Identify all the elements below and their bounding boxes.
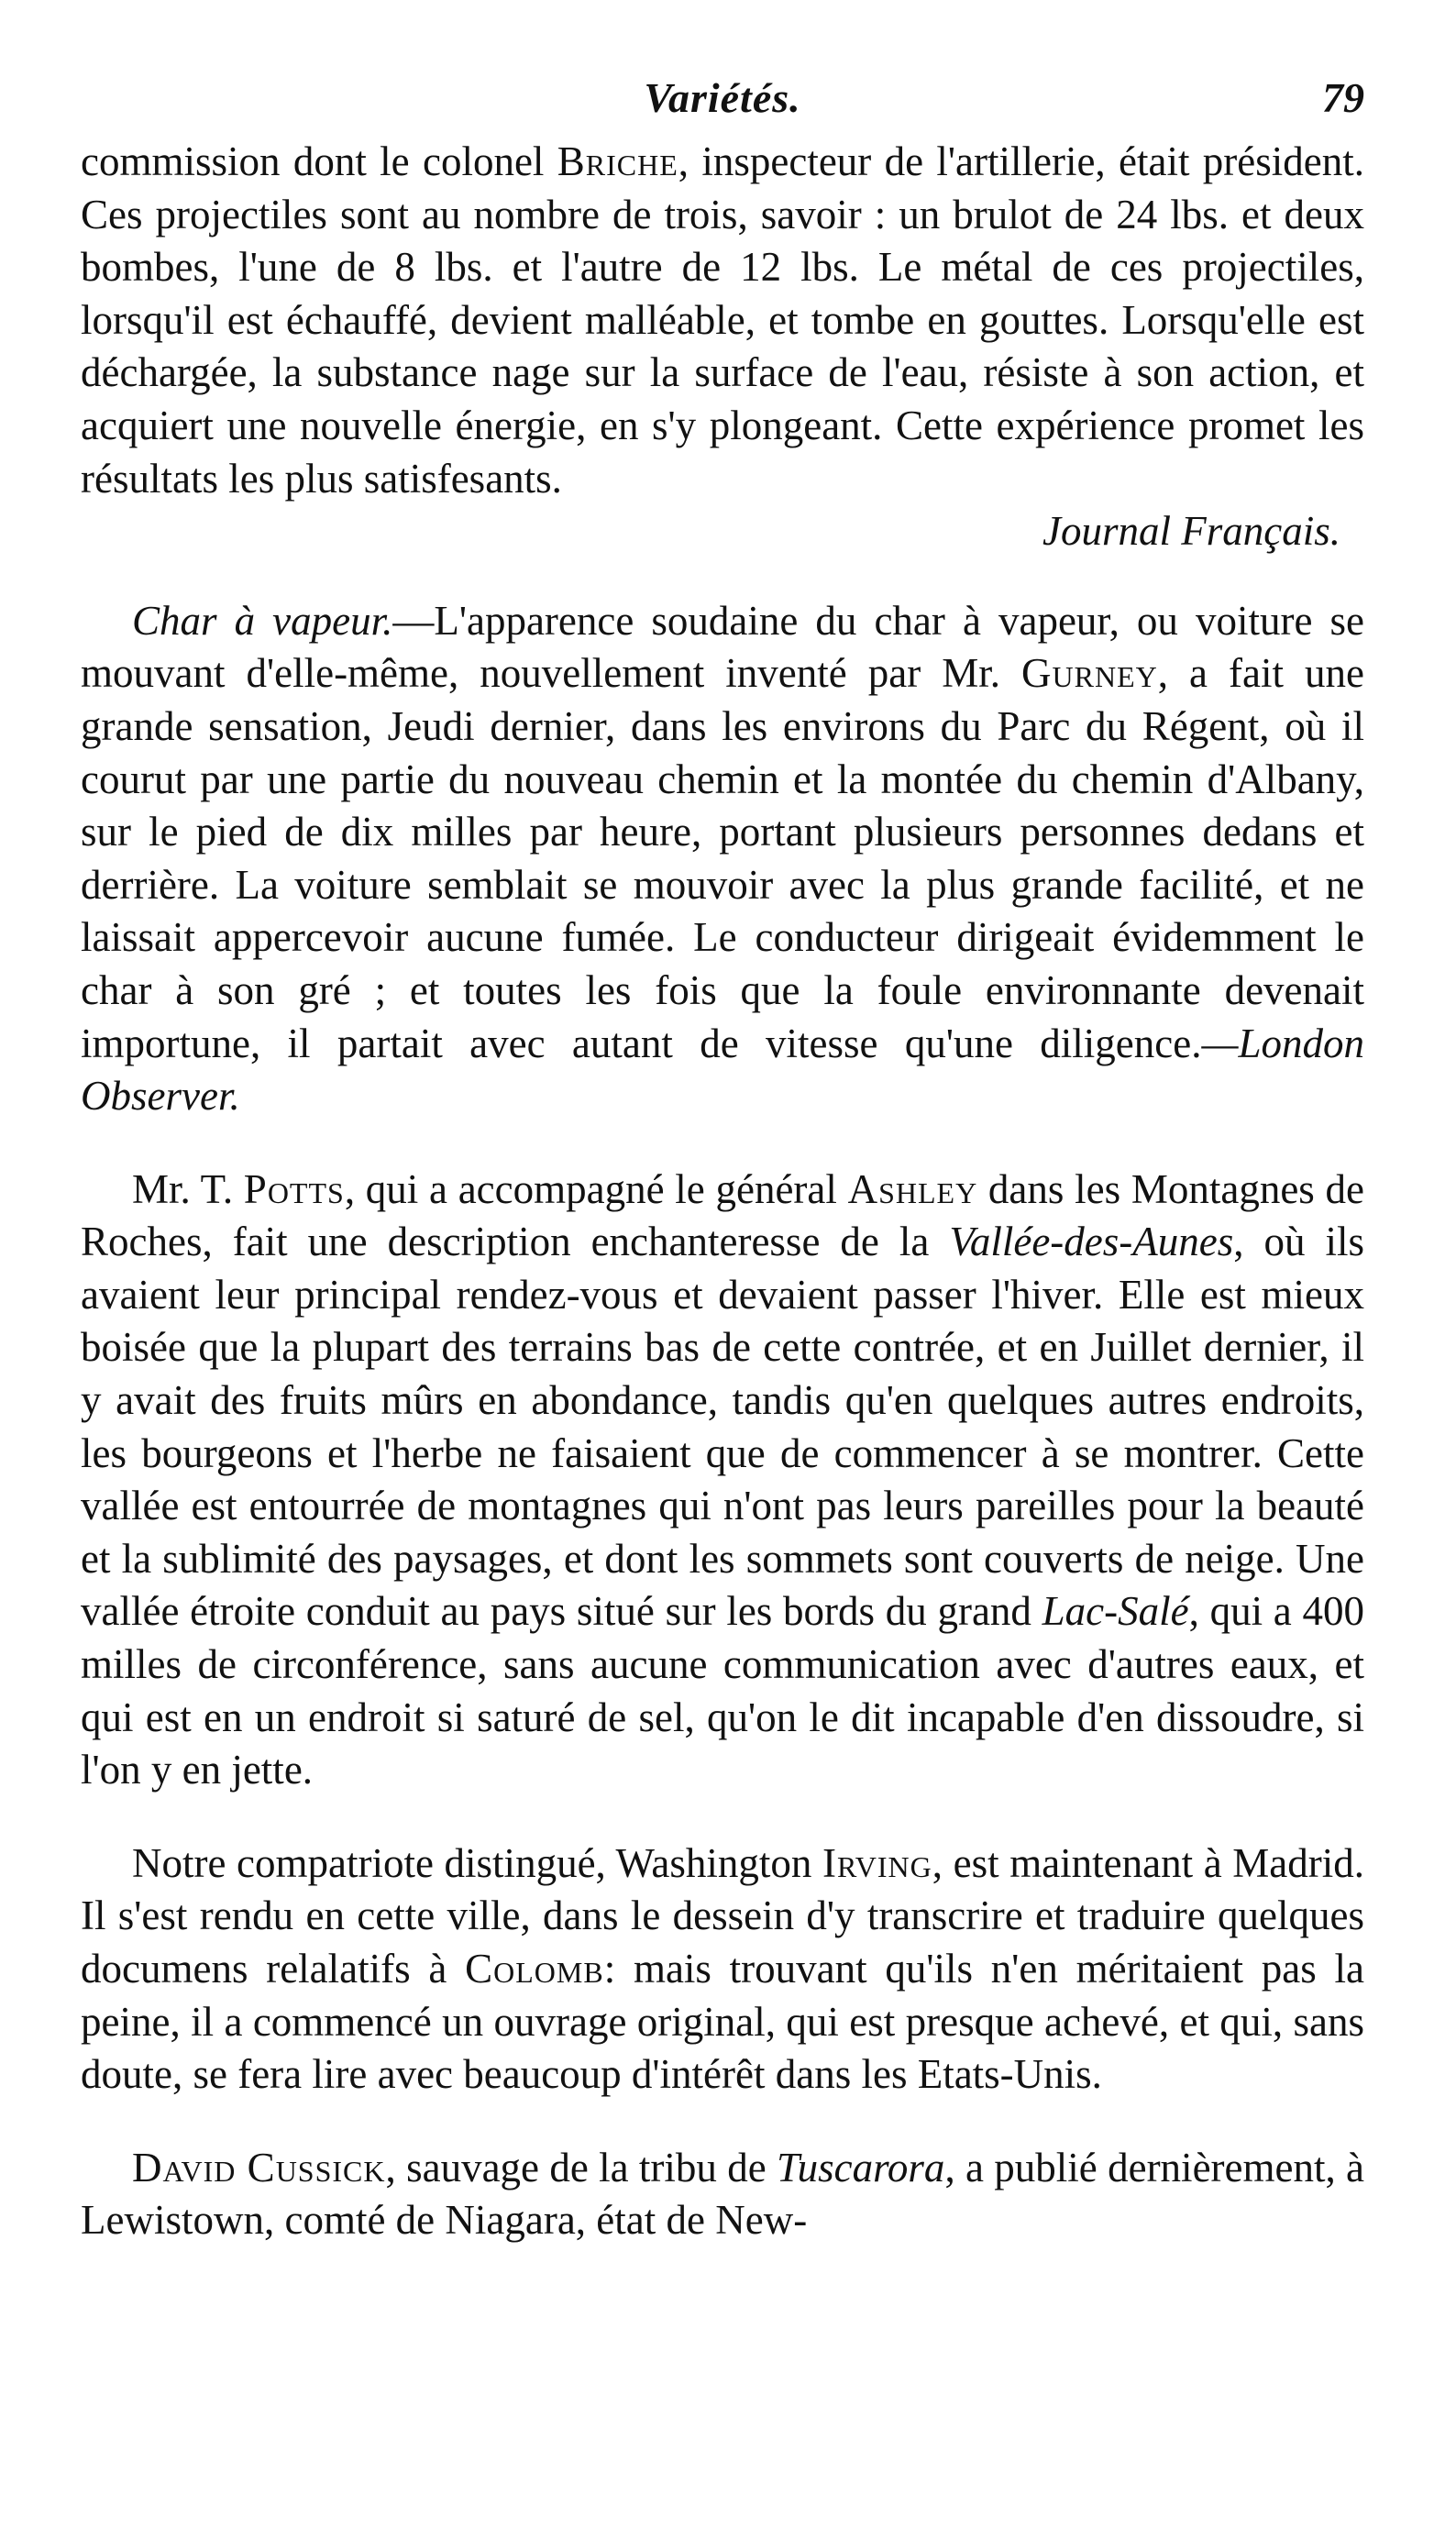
person-name-david-cussick: David Cussick	[132, 2144, 386, 2190]
text-run: , qui a 400 milles de circonférence, sans aucune communication avec d'autres eaux, et qui est en un endroit si saturé de sel, qu'on le dit incapable d'en dissoudre, si l'on y en jette.	[81, 1588, 1364, 1793]
page-number: 79	[1322, 74, 1364, 121]
text-run: , qui a accompagné le général	[344, 1165, 848, 1212]
text-run: : mais trouvant qu'ils n'en méritaient pas la peine, il a commencé un ouvrage original, qui est presque achevé, et qui, sans doute, se fera lire avec beaucoup d'intérêt dans les Etats-Unis.	[81, 1946, 1364, 2098]
text-run: Mr. T.	[132, 1165, 244, 1212]
paragraph-projectiles	[81, 136, 1364, 505]
text-run: , est maintenant à Madrid. Il s'est rendu en cette ville, dans le dessein d'y transcrire et traduire quelques documens relalatifs à	[81, 1839, 1364, 1992]
source-london-observer: —London Observer.	[81, 1020, 1364, 1120]
text-run: , inspecteur de l'artillerie, était président. Ces projectiles sont au nombre de trois, savoir : un brulot de 24 lbs. et deux bombes, l'une de 8 lbs. et l'autre de 12 lbs. Le métal de ces projectiles, lorsqu'il est échauffé, devient malléable, et tombe en gouttes. Lorsqu'elle est déchargée, la substance nage sur la surface de l'eau, résiste à son action, et acquiert une nouvelle énergie, en s'y plongeant. Cette expérience promet les résultats les plus satisfesants.	[81, 138, 1364, 502]
paragraph-potts	[81, 1164, 1364, 1797]
place-name-tuscarora: Tuscarora	[777, 2144, 945, 2190]
article-title-char-a-vapeur: Char à vapeur.	[132, 597, 393, 644]
person-name-ashley: Ashley	[847, 1165, 978, 1212]
person-name-irving: Irving	[822, 1839, 932, 1886]
running-header	[81, 55, 1364, 136]
person-name-potts: Potts	[243, 1165, 345, 1212]
text-run: commission dont le colonel	[81, 138, 557, 184]
text-run: , sauvage de la tribu de	[385, 2144, 778, 2190]
paragraph-cussick	[81, 2142, 1364, 2247]
text-run: , a publié dernièrement, à Lewistown, comté de Niagara, état de New-	[81, 2144, 1365, 2244]
person-name-briche: Briche	[557, 138, 678, 184]
document-page	[81, 55, 1364, 2247]
person-name-gurney: Gurney	[1021, 650, 1158, 697]
text-run: —L'apparence soudaine du char à vapeur, ou voiture se mouvant d'elle-même, nouvellement inventé par Mr.	[81, 597, 1364, 697]
text-run: , où ils avaient leur principal rendez-vous et devaient passer l'hiver. Elle est mieux boisée que la plupart des terrains bas de cette contrée, et en Juillet dernier, il y avait des fruits mûrs en abondance, tandis qu'en quelques autres endroits, les bourgeons et l'herbe ne faisaient que de commencer à se montrer. Cette vallée est entourrée de montagnes qui n'ont pas leurs pareilles pour la beauté et la sublimité des paysages, et dont les sommets sont couverts de neige. Une vallée étroite conduit au pays situé sur les bords du grand	[81, 1219, 1364, 1635]
running-title: Variétés.	[644, 74, 801, 121]
place-name-vallee-des-aunes: Vallée-des-Aunes	[949, 1219, 1234, 1265]
text-run: , a fait une grande sensation, Jeudi dernier, dans les environs du Parc du Régent, où il courut par une partie du nouveau chemin et la montée du chemin d'Albany, sur le pied de dix milles par heure, portant plusieurs personnes dedans et derrière. La voiture semblait se mouvoir avec la plus grande facilité, et ne laissait appercevoir aucune fumée. Le conducteur dirigeait évidemment le char à son gré ; et toutes les fois que la foule environnante devenait importune, il partait avec autant de vitesse qu'une diligence.	[81, 650, 1364, 1066]
paragraph-char-a-vapeur	[81, 595, 1364, 1123]
text-run: Notre compatriote distingué, Washington	[132, 1839, 823, 1886]
text-run: dans les Montagnes de Roches, fait une description enchanteresse de la	[81, 1165, 1365, 1265]
source-journal-francais: Journal Français.	[1042, 508, 1340, 555]
place-name-lac-sale: Lac-Salé	[1042, 1588, 1189, 1635]
paragraph-irving	[81, 1837, 1364, 2102]
person-name-colomb: Colomb	[465, 1946, 604, 1992]
